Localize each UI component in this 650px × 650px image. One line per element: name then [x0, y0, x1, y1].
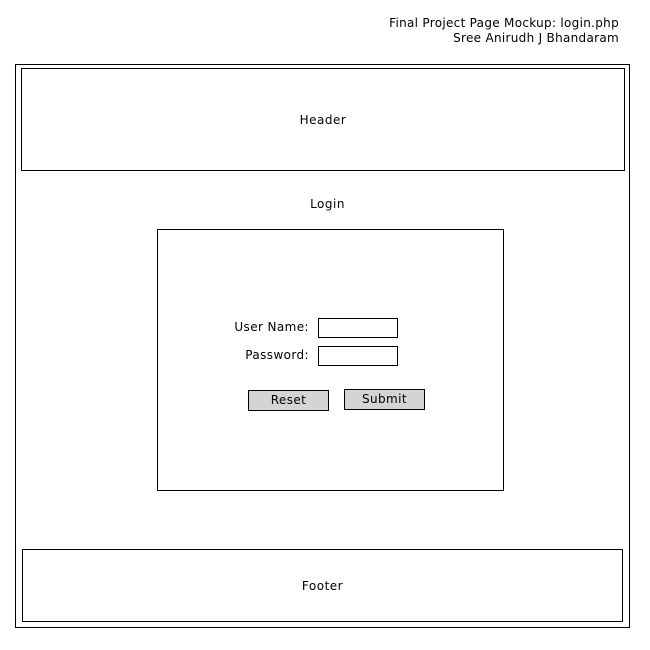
password-label: Password:: [245, 348, 309, 362]
footer-label: Footer: [301, 578, 344, 593]
password-row: [158, 346, 309, 366]
password-input[interactable]: [318, 346, 398, 366]
reset-button-label: Reset: [270, 393, 307, 407]
reset-button[interactable]: [248, 390, 329, 411]
submit-button[interactable]: [344, 389, 425, 410]
footer-region: [22, 549, 623, 622]
page-title: Login: [310, 197, 345, 211]
login-form-box: [157, 229, 504, 491]
username-input[interactable]: [318, 318, 398, 338]
header-label: Header: [299, 112, 347, 127]
mockup-author: Sree Anirudh J Bhandaram: [453, 31, 619, 45]
submit-button-label: Submit: [362, 392, 407, 406]
mockup-title: Final Project Page Mockup: login.php: [389, 16, 619, 30]
username-row: [158, 318, 309, 338]
username-label: User Name:: [234, 320, 309, 334]
header-region: [21, 68, 625, 171]
mockup-title-block: [389, 16, 619, 46]
